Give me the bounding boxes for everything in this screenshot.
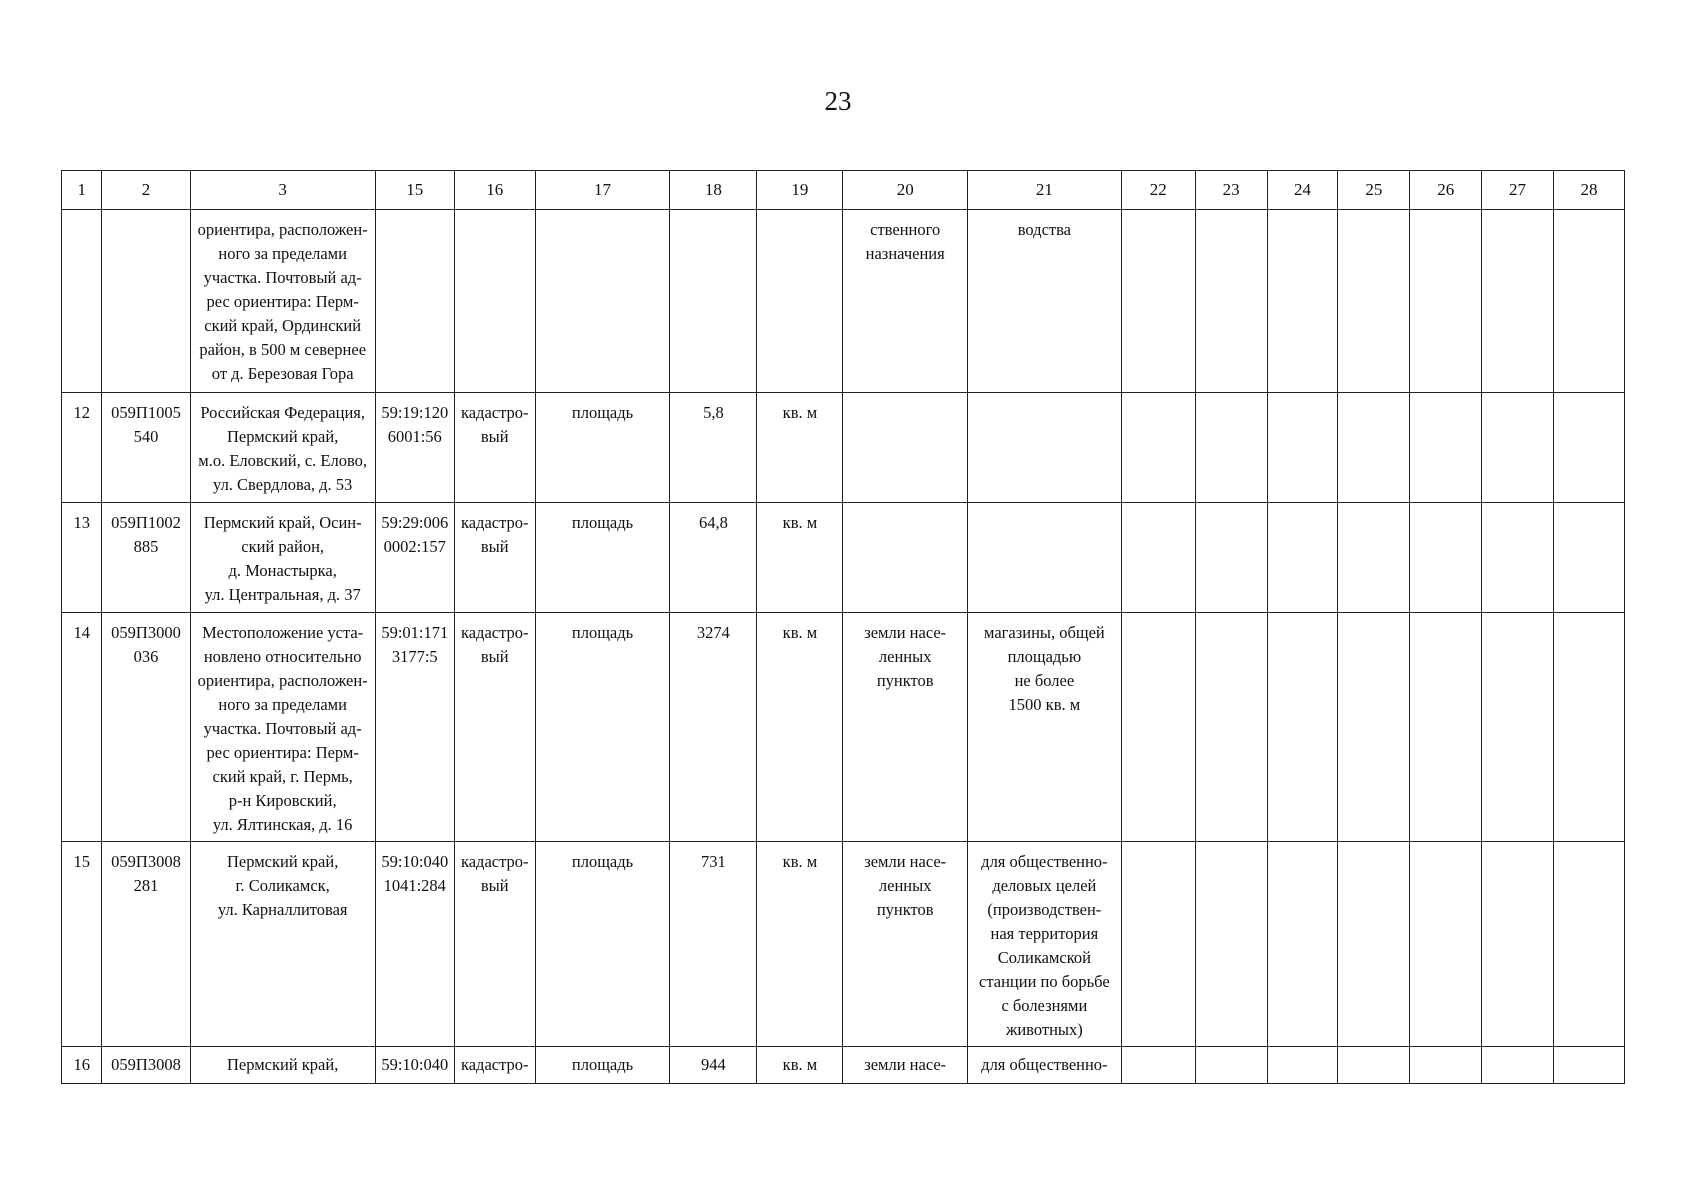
table-cell [1553, 503, 1624, 613]
table-cell: кв. м [757, 842, 843, 1047]
table-cell [1410, 1047, 1482, 1084]
table-cell [102, 210, 190, 393]
table-cell [535, 210, 670, 393]
table-cell [757, 210, 843, 393]
table-cell [1195, 1047, 1267, 1084]
table-cell [1482, 842, 1554, 1047]
table-row [62, 210, 1625, 393]
table-cell: 13 [62, 503, 102, 613]
table-cell: Российская Федерация, Пермский край, м.о. Еловский, с. Елово, ул. Свердлова, д. 53 [190, 393, 375, 503]
table-row [62, 1047, 1625, 1084]
table-cell [1195, 613, 1267, 842]
table-cell: 59:10:040 [375, 1047, 454, 1084]
table-cell: 59:10:040 1041:284 [375, 842, 454, 1047]
table-cell [1482, 1047, 1554, 1084]
table-cell: кв. м [757, 613, 843, 842]
table-cell [1267, 1047, 1338, 1084]
registry-table [61, 170, 1625, 1084]
table-cell [1482, 210, 1554, 393]
table-cell [1553, 210, 1624, 393]
table-cell: 15 [62, 842, 102, 1047]
table-cell [1410, 613, 1482, 842]
table-cell [1553, 393, 1624, 503]
table-cell [1195, 503, 1267, 613]
table-cell [1553, 613, 1624, 842]
table-cell [1482, 393, 1554, 503]
table-cell: земли насе- [843, 1047, 968, 1084]
table-cell: площадь [535, 1047, 670, 1084]
table-cell: Пермский край, г. Соликамск, ул. Карналлитовая [190, 842, 375, 1047]
table-cell: кадастро- вый [454, 393, 535, 503]
table-cell [1338, 613, 1410, 842]
table-cell [1482, 613, 1554, 842]
table-cell [1410, 842, 1482, 1047]
table-cell [1195, 393, 1267, 503]
column-header: 20 [843, 171, 968, 210]
table-cell [670, 210, 757, 393]
table-cell: Пермский край, [190, 1047, 375, 1084]
column-header: 2 [102, 171, 190, 210]
table-cell: площадь [535, 393, 670, 503]
table-cell [1121, 503, 1195, 613]
table-cell [1121, 393, 1195, 503]
column-header: 16 [454, 171, 535, 210]
table-cell: кадастро- вый [454, 842, 535, 1047]
table-cell: 059П3000 036 [102, 613, 190, 842]
table-cell: магазины, общей площадью не более 1500 кв. м [967, 613, 1121, 842]
table-cell: кв. м [757, 503, 843, 613]
column-header: 26 [1410, 171, 1482, 210]
table-cell: 059П1002 885 [102, 503, 190, 613]
table-cell [1121, 842, 1195, 1047]
table-cell: площадь [535, 613, 670, 842]
table-cell: 5,8 [670, 393, 757, 503]
table-row [62, 842, 1625, 1047]
table-cell [375, 210, 454, 393]
table-cell: ориентира, расположен- ного за пределами участка. Почтовый ад- рес ориентира: Перм- ский край, Ординский район, в 500 м севернее от д. Березовая Гора [190, 210, 375, 393]
column-header: 19 [757, 171, 843, 210]
column-header: 24 [1267, 171, 1338, 210]
table-cell: 59:01:171 3177:5 [375, 613, 454, 842]
table-cell: 59:19:120 6001:56 [375, 393, 454, 503]
table-cell: 059П3008 [102, 1047, 190, 1084]
table-cell [1267, 210, 1338, 393]
table-cell [1410, 210, 1482, 393]
table-cell [1195, 842, 1267, 1047]
table-cell: земли насе- ленных пунктов [843, 613, 968, 842]
table-cell [967, 393, 1121, 503]
table-row [62, 613, 1625, 842]
table-cell [1338, 503, 1410, 613]
column-header: 17 [535, 171, 670, 210]
table-cell [1267, 393, 1338, 503]
table-cell [1338, 210, 1410, 393]
table-cell: 59:29:006 0002:157 [375, 503, 454, 613]
table-cell: 059П1005 540 [102, 393, 190, 503]
column-header: 15 [375, 171, 454, 210]
table-row [62, 393, 1625, 503]
table-cell [1338, 1047, 1410, 1084]
table-cell [1553, 1047, 1624, 1084]
table-cell [1121, 613, 1195, 842]
table-cell [454, 210, 535, 393]
table-cell: 944 [670, 1047, 757, 1084]
table-cell: площадь [535, 503, 670, 613]
table-cell: 14 [62, 613, 102, 842]
column-header: 18 [670, 171, 757, 210]
table-cell: для общественно- [967, 1047, 1121, 1084]
table-cell: 059П3008 281 [102, 842, 190, 1047]
table-cell: 64,8 [670, 503, 757, 613]
page-number: 23 [824, 86, 852, 116]
table-cell: водства [967, 210, 1121, 393]
table-cell [843, 393, 968, 503]
table-cell [62, 210, 102, 393]
table-cell [1482, 503, 1554, 613]
table-cell: кадастро- [454, 1047, 535, 1084]
table-cell [1410, 393, 1482, 503]
table-cell [1338, 393, 1410, 503]
column-header: 28 [1553, 171, 1624, 210]
table-cell: кадастро- вый [454, 503, 535, 613]
table-cell: кв. м [757, 393, 843, 503]
table-cell: Местоположение уста- новлено относительно ориентира, расположен- ного за пределами участка. Почтовый ад- рес ориентира: Перм- ский край, г. Пермь, р-н Кировский, ул. Ялтинская, д. 16 [190, 613, 375, 842]
table-cell: 3274 [670, 613, 757, 842]
table-cell [843, 503, 968, 613]
column-header: 21 [967, 171, 1121, 210]
table-cell: площадь [535, 842, 670, 1047]
table-cell [1121, 210, 1195, 393]
column-header: 23 [1195, 171, 1267, 210]
column-header: 27 [1482, 171, 1554, 210]
table-cell: кв. м [757, 1047, 843, 1084]
table-cell: кадастро- вый [454, 613, 535, 842]
column-header: 3 [190, 171, 375, 210]
table-cell [1267, 842, 1338, 1047]
column-header: 1 [62, 171, 102, 210]
table-cell [1195, 210, 1267, 393]
table-cell: земли насе- ленных пунктов [843, 842, 968, 1047]
column-number-row [62, 171, 1625, 210]
column-header: 25 [1338, 171, 1410, 210]
table-cell [1121, 1047, 1195, 1084]
table-cell: 16 [62, 1047, 102, 1084]
table-cell [1410, 503, 1482, 613]
column-header: 22 [1121, 171, 1195, 210]
table-cell: ственного назначения [843, 210, 968, 393]
table-cell: 731 [670, 842, 757, 1047]
table-cell [967, 503, 1121, 613]
table-row [62, 503, 1625, 613]
table-cell [1553, 842, 1624, 1047]
table-cell: 12 [62, 393, 102, 503]
table-cell: Пермский край, Осин- ский район, д. Монастырка, ул. Центральная, д. 37 [190, 503, 375, 613]
table-cell [1267, 613, 1338, 842]
table-cell: для общественно- деловых целей (производствен- ная территория Соликамской станции по борьбе с болезнями животных) [967, 842, 1121, 1047]
table-cell [1338, 842, 1410, 1047]
table-cell [1267, 503, 1338, 613]
